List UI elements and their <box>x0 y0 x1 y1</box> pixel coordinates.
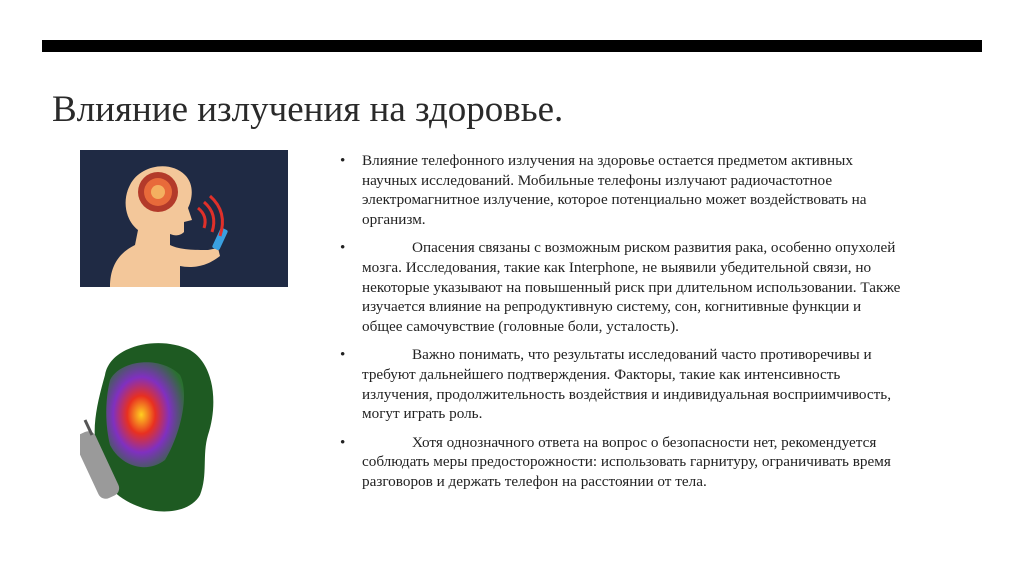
bullet-line-text: некоторые указывают на повышенный риск при длительном использовании. Также <box>362 278 901 296</box>
bullet-line <box>362 171 1000 191</box>
bullet-marker: • <box>340 433 346 451</box>
bullet-marker: • <box>340 239 346 257</box>
bullet-line <box>362 190 1000 210</box>
bullet-line-text: научных исследований. Мобильные телефоны излучают радиочастотное <box>362 171 833 189</box>
head-radiation-heatmap-image <box>80 335 220 515</box>
bullet-item <box>340 238 1000 336</box>
bullet-line <box>362 238 1000 258</box>
bullet-line-text: Влияние телефонного излучения на здоровье остается предметом активных <box>362 152 853 169</box>
bullet-line-text: организм. <box>362 210 426 228</box>
bullet-list <box>340 151 1000 501</box>
bullet-line <box>362 385 1000 405</box>
bullet-line-text: соблюдать меры предосторожности: использовать гарнитуру, ограничивать время <box>362 453 891 471</box>
bullet-line-text: могут играть роль. <box>362 405 483 423</box>
bullet-line-text: Важно понимать, что результаты исследований часто противоречивы и <box>412 346 872 364</box>
bullet-line-text: Хотя однозначного ответа на вопрос о безопасности нет, рекомендуется <box>412 433 877 451</box>
bullet-marker: • <box>340 346 346 364</box>
bullet-line <box>362 452 1000 472</box>
bullet-line-text: общее самочувствие (головные боли, усталость). <box>362 317 679 335</box>
bullet-line-text: Опасения связаны с возможным риском развития рака, особенно опухолей <box>412 239 896 257</box>
bullet-line <box>362 433 1000 453</box>
bullet-line <box>362 151 1000 171</box>
bullet-line-text: электромагнитное излучение, которое потенциально может воздействовать на <box>362 191 867 209</box>
top-bar-divider <box>42 40 982 52</box>
bullet-item <box>340 433 1000 492</box>
person-phone-brain-image <box>80 150 288 287</box>
bullet-line-text: изучается влияние на репродуктивную систему, сон, когнитивные функции и <box>362 298 862 316</box>
bullet-line-text: излучения, продолжительность воздействия и индивидуальная восприимчивость, <box>362 385 891 403</box>
bullet-line <box>362 258 1000 278</box>
bullet-line <box>362 365 1000 385</box>
bullet-item <box>340 151 1000 229</box>
bullet-line <box>362 297 1000 317</box>
bullet-line <box>362 317 1000 337</box>
bullet-line-text: требуют дальнейшего подтверждения. Факторы, такие как интенсивность <box>362 365 841 383</box>
bullet-line <box>362 278 1000 298</box>
bullet-line <box>362 345 1000 365</box>
bullet-line-text: разговоров и держать телефон на расстоянии от тела. <box>362 472 707 490</box>
bullet-line <box>362 472 1000 492</box>
slide-title: Влияние излучения на здоровье. <box>52 89 564 130</box>
bullet-line <box>362 404 1000 424</box>
bullet-marker: • <box>340 152 346 169</box>
bullet-item <box>340 345 1000 423</box>
bullet-line <box>362 210 1000 230</box>
bullet-line-text: мозга. Исследования, такие как Interphone, не выявили убедительной связи, но <box>362 258 872 276</box>
